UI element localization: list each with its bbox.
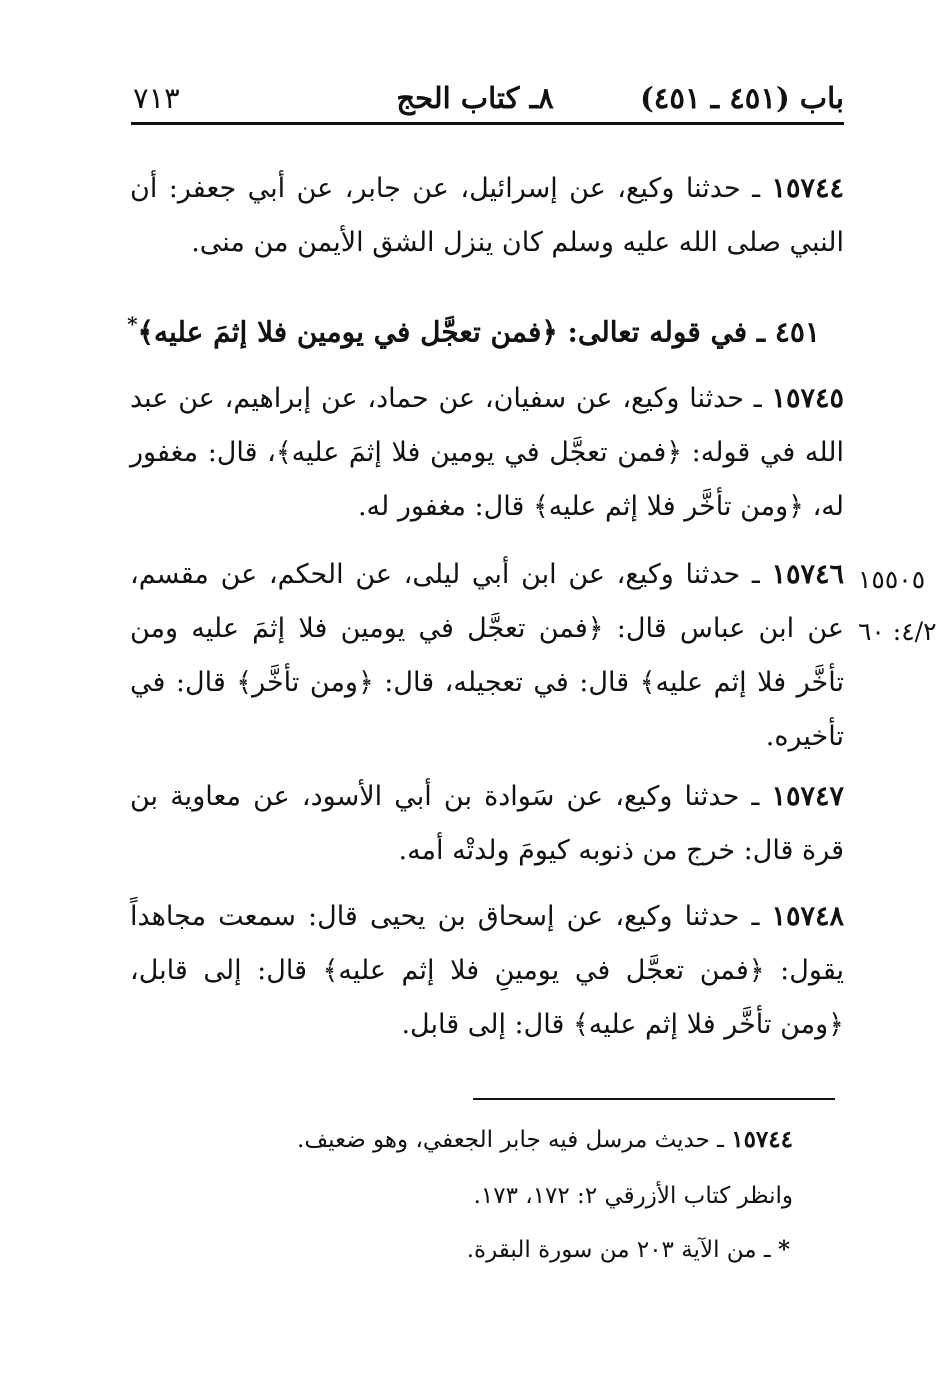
chapter-header: باب (٤٥١ ـ ٤٥١) <box>640 81 844 115</box>
footnote-marker: * <box>777 1236 790 1263</box>
hadith-15745 <box>130 372 844 534</box>
section-heading <box>127 297 820 359</box>
footnote-text: ـ من الآية ٢٠٣ من سورة البقرة. <box>466 1237 778 1263</box>
hadith-text: ـ حدثنا وكيع، عن سفيان، عن حماد، عن إبراهيم، عن عبد الله في قوله: ﴿فمن تعجَّل في يومين فلا إثمَ عليه﴾، قال: مغفور له، ﴿ومن تأخَّر فلا إثم عليه﴾ قال: مغفور له. <box>130 383 844 522</box>
hadith-text: ـ حدثنا وكيع، عن ابن أبي ليلى، عن الحكم، عن مقسم، عن ابن عباس قال: ﴿فمن تعجَّل في يومين فلا إثمَ عليه ومن تأخَّر فلا إثم عليه﴾ قال: في تعجيله، قال: ﴿ومن تأخَّر﴾ قال: في تأخيره. <box>130 559 844 752</box>
hadith-15746 <box>130 548 844 764</box>
footnote-marker: * <box>127 312 138 336</box>
hadith-number: ١٥٧٤٦ <box>771 559 844 590</box>
footnote-1 <box>297 1120 793 1160</box>
footnote-text: وانظر كتاب الأزرقي ٢: ١٧٢، ١٧٣. <box>473 1183 793 1209</box>
footnote-rule <box>473 1098 835 1100</box>
hadith-text: ـ حدثنا وكيع، عن سَوادة بن أبي الأسود، عن معاوية بن قرة قال: خرج من ذنوبه كيومَ ولدتْه أمه. <box>130 781 844 866</box>
hadith-text: ـ حدثنا وكيع، عن إسحاق بن يحيى قال: سمعت مجاهداً يقول: ﴿فمن تعجَّل في يومينِ فلا إثم عليه﴾ قال: إلى قابل، ﴿ومن تأخَّر فلا إثم عليه﴾ قال: إلى قابل. <box>130 901 844 1040</box>
footnote-3 <box>467 1230 790 1270</box>
hadith-15748 <box>130 890 844 1052</box>
header-rule <box>131 122 844 125</box>
footnote-text: ـ حديث مرسل فيه جابر الجعفي، وهو ضعيف. <box>297 1127 732 1153</box>
hadith-number: ١٥٧٤٨ <box>771 901 844 932</box>
hadith-15744 <box>130 162 844 270</box>
hadith-15747 <box>130 770 844 878</box>
footnote-2 <box>474 1176 793 1216</box>
hadith-number: ١٥٧٤٥ <box>771 383 844 414</box>
margin-ref-volume-page: ٤/٢: ٦٠ <box>858 617 937 646</box>
margin-ref-hadith-number: ١٥٥٠٥ <box>858 565 926 594</box>
page-number: ٧١٣ <box>133 81 180 115</box>
hadith-number: ١٥٧٤٤ <box>771 173 844 204</box>
hadith-number: ١٥٧٤٧ <box>771 781 844 812</box>
section-heading-text: ٤٥١ ـ في قوله تعالى: ﴿فمن تعجَّل في يومين فلا إثمَ عليه﴾ <box>137 315 820 349</box>
hadith-text: ـ حدثنا وكيع، عن إسرائيل، عن جابر، عن أبي جعفر: أن النبي صلى الله عليه وسلم كان ينزل الشق الأيمن من منى. <box>130 173 844 258</box>
footnote-number: ١٥٧٤٤ <box>731 1126 793 1153</box>
book-title: ٨ـ كتاب الحج <box>396 81 554 115</box>
